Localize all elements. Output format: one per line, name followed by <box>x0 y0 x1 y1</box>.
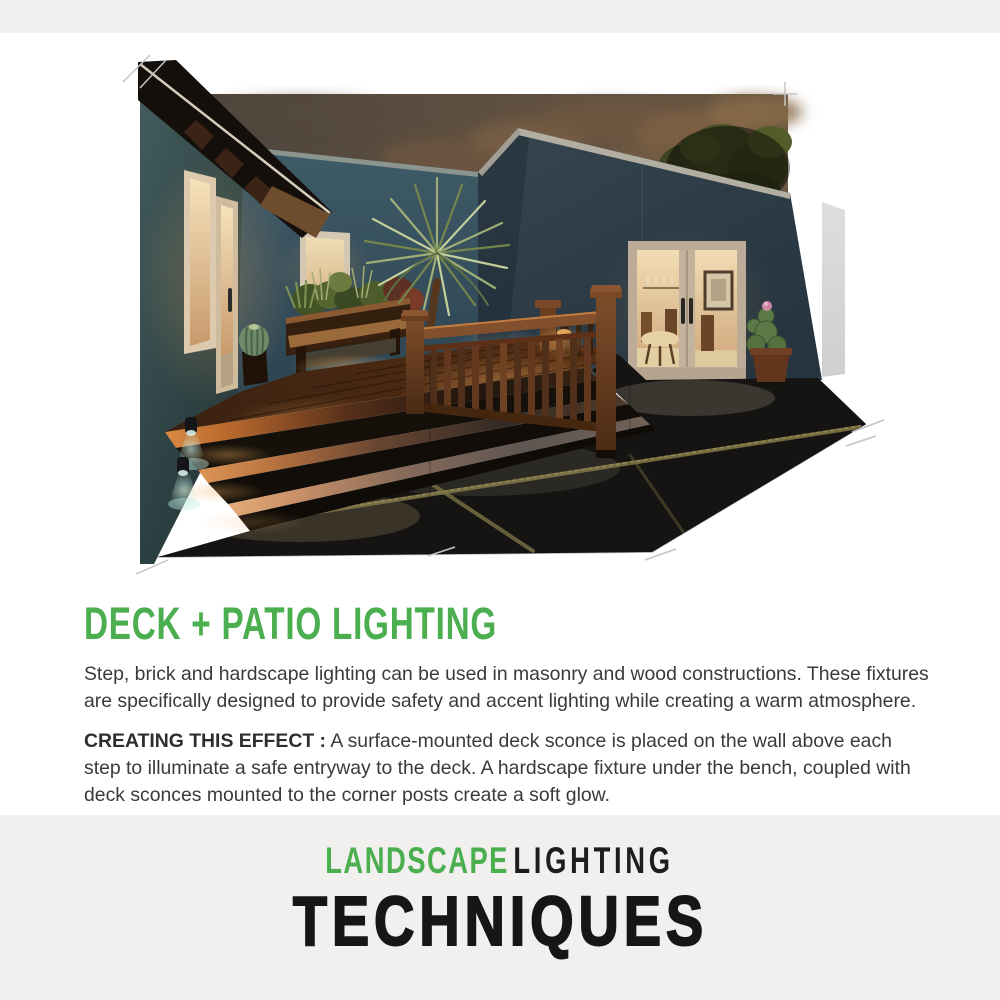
effect-body: A surface-mounted deck sconce is placed on the wall above each step to illuminate a safe entryway to the deck. A hardscape fixture under the bench, coupled with deck sconces mounted to the corner posts create a soft glow. <box>84 730 911 806</box>
door-handle-left <box>681 298 685 324</box>
intro-paragraph: Step, brick and hardscape lighting can be used in masonry and wood constructions. These fixtures are specifically designed to provide safety and accent lighting while creating a warm atmosphere. <box>84 663 929 712</box>
door-handle-right <box>689 298 693 324</box>
entry-window <box>184 170 216 354</box>
left-corner-post <box>406 320 424 414</box>
brand-word-landscape: LANDSCAPE <box>325 840 510 881</box>
right-corner-post <box>596 298 616 458</box>
brand-line-bottom <box>0 882 1000 960</box>
footer-banner <box>0 815 1000 1000</box>
text-section <box>84 598 929 822</box>
side-shadow-panel <box>822 202 845 377</box>
barrel-cactus <box>239 324 269 386</box>
brand-word-techniques: TECHNIQUES <box>292 882 708 960</box>
brand-word-lighting: LIGHTING <box>513 840 675 881</box>
effect-paragraph <box>84 728 929 809</box>
effect-label: CREATING THIS EFFECT : <box>84 730 327 752</box>
entry-door <box>216 196 238 394</box>
section-heading-text: DECK + PATIO LIGHTING <box>84 598 498 649</box>
brand-line-top <box>0 842 1000 880</box>
door-handle <box>228 288 232 312</box>
section-heading <box>84 598 929 649</box>
